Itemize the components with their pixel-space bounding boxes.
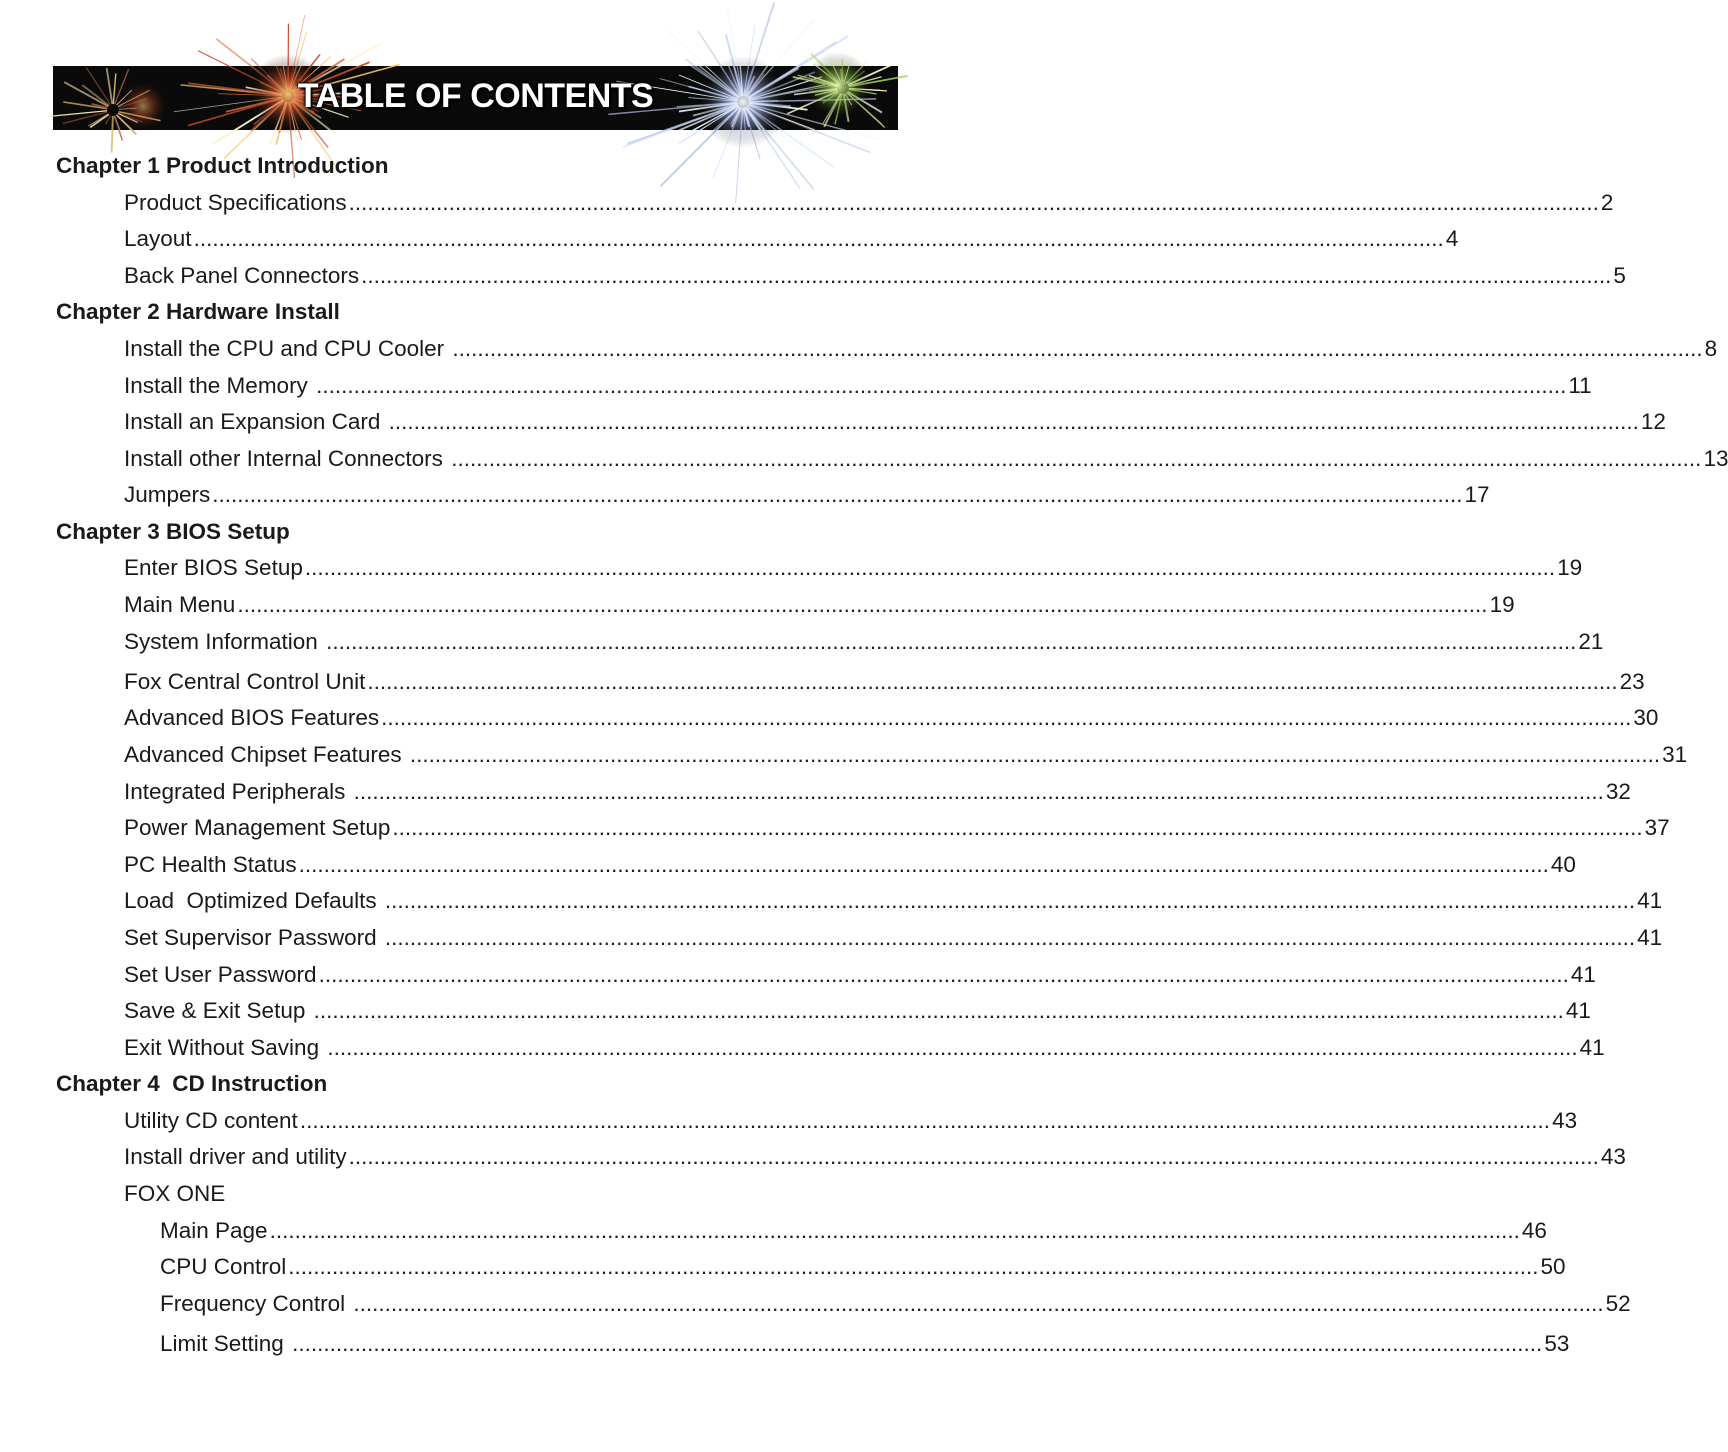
toc-entry[interactable]: [124, 225, 1459, 253]
toc-entry[interactable]: [124, 741, 1688, 769]
toc-page-number: 5: [1613, 263, 1626, 288]
dot-leader: ........................................................................................................................................................................................................: [298, 852, 1549, 877]
toc-chapter-heading: [56, 518, 831, 546]
toc-entry[interactable]: [124, 851, 1576, 879]
dot-leader: ........................................................................................................................................................................................................: [318, 962, 1569, 987]
toc-entry[interactable]: [124, 1143, 1626, 1171]
toc-entry-label: Limit Setting: [160, 1331, 291, 1356]
toc-entry[interactable]: [124, 189, 1614, 217]
toc-entry[interactable]: [124, 445, 1728, 473]
toc-page-number: 4: [1445, 226, 1459, 251]
toc-page-number: 21: [1578, 629, 1604, 654]
toc-entry-label: Integrated Peripherals: [124, 779, 352, 804]
toc-page-number: 2: [1600, 190, 1614, 215]
toc-entry-label: Install driver and utility: [124, 1144, 347, 1169]
toc-entry-label: FOX ONE: [124, 1181, 226, 1206]
dot-leader: ........................................................................................................................................................................................................: [388, 409, 1639, 434]
dot-leader: ........................................................................................................................................................................................................: [348, 1144, 1599, 1169]
toc-entry[interactable]: [124, 262, 1626, 290]
toc-entry[interactable]: [160, 1217, 1547, 1245]
toc-entry-label: Advanced BIOS Features: [124, 705, 380, 730]
toc-entry[interactable]: [124, 628, 1604, 656]
toc-page-number: 50: [1540, 1254, 1566, 1279]
dot-leader: ........................................................................................................................................................................................................: [212, 482, 1463, 507]
toc-page-number: 8: [1704, 336, 1718, 361]
toc-entry-label: Chapter 3 BIOS Setup: [56, 519, 290, 544]
toc-page-number: 19: [1489, 592, 1515, 617]
toc-entry[interactable]: [124, 335, 1718, 363]
toc-entry[interactable]: [160, 1253, 1566, 1281]
toc-entry[interactable]: [124, 408, 1666, 436]
toc-entry[interactable]: [124, 704, 1659, 732]
toc-entry-label: Set Supervisor Password: [124, 925, 383, 950]
toc-page-number: 30: [1633, 705, 1659, 730]
toc-entry-label: Install the Memory: [124, 373, 315, 398]
toc-entry-label: Fox Central Control Unit: [124, 669, 366, 694]
dot-leader: ........................................................................................................................................................................................................: [452, 336, 1703, 361]
dot-leader: ........................................................................................................................................................................................................: [361, 263, 1612, 288]
dot-leader: ........................................................................................................................................................................................................: [237, 592, 1488, 617]
toc-page-number: 40: [1550, 852, 1576, 877]
dot-leader: ........................................................................................................................................................................................................: [384, 925, 1636, 950]
toc-entry-label: Chapter 1 Product Introduction: [56, 153, 389, 178]
toc-entry-label: Enter BIOS Setup: [124, 555, 303, 580]
dot-leader: ........................................................................................................................................................................................................: [299, 1108, 1551, 1133]
dot-leader: ........................................................................................................................................................................................................: [193, 226, 1444, 251]
toc-entry-label: Install an Expansion Card: [124, 409, 387, 434]
toc-entry[interactable]: [124, 554, 1583, 582]
toc-entry-label: System Information: [124, 629, 325, 654]
dot-leader: ........................................................................................................................................................................................................: [381, 705, 1632, 730]
toc-page-number: 32: [1605, 779, 1631, 804]
toc-page-number: 19: [1557, 555, 1583, 580]
toc-page-number: 53: [1544, 1331, 1570, 1356]
toc-chapter-heading: [56, 152, 831, 180]
toc-chapter-heading: [56, 1070, 831, 1098]
toc-page-number: 41: [1579, 1035, 1605, 1060]
toc-page-number: 17: [1464, 482, 1490, 507]
dot-leader: ........................................................................................................................................................................................................: [316, 373, 1567, 398]
dot-leader: ........................................................................................................................................................................................................: [288, 1254, 1539, 1279]
toc-entry[interactable]: [124, 668, 1645, 696]
dot-leader: ........................................................................................................................................................................................................: [384, 888, 1636, 913]
toc-entry[interactable]: [124, 887, 1663, 915]
toc-entry-label: Layout: [124, 226, 192, 251]
toc-page-number: 41: [1565, 998, 1591, 1023]
dot-leader: ........................................................................................................................................................................................................: [326, 629, 1577, 654]
toc-entry-label: Set User Password: [124, 962, 317, 987]
toc-entry-label: Load Optimized Defaults: [124, 888, 383, 913]
toc-entry[interactable]: [124, 778, 1631, 806]
toc-entry-label: Main Page: [160, 1218, 268, 1243]
toc-entry-label: Product Specifications: [124, 190, 347, 215]
toc-entry-label: Advanced Chipset Features: [124, 742, 408, 767]
dot-leader: ........................................................................................................................................................................................................: [409, 742, 1661, 767]
dot-leader: ........................................................................................................................................................................................................: [353, 1291, 1604, 1316]
toc-page-number: 23: [1619, 669, 1645, 694]
toc-entry-label: Install the CPU and CPU Cooler: [124, 336, 451, 361]
dot-leader: ........................................................................................................................................................................................................: [327, 1035, 1578, 1060]
dot-leader: ........................................................................................................................................................................................................: [367, 669, 1618, 694]
toc-entry[interactable]: [160, 1290, 1631, 1318]
toc-page-number: 52: [1605, 1291, 1631, 1316]
toc-page-number: 43: [1600, 1144, 1626, 1169]
toc-entry-label: Chapter 2 Hardware Install: [56, 299, 340, 324]
toc-entry[interactable]: [124, 961, 1596, 989]
dot-leader: ........................................................................................................................................................................................................: [313, 998, 1564, 1023]
toc-page-number: 41: [1637, 925, 1663, 950]
toc-entry-label: Utility CD content: [124, 1108, 298, 1133]
toc-entry-label: Install other Internal Connectors: [124, 446, 450, 471]
dot-leader: ........................................................................................................................................................................................................: [269, 1218, 1520, 1243]
toc-entry[interactable]: [124, 372, 1592, 400]
toc-entry-label: Jumpers: [124, 482, 211, 507]
toc-entry-label: PC Health Status: [124, 852, 297, 877]
toc-entry[interactable]: [124, 814, 1670, 842]
dot-leader: ........................................................................................................................................................................................................: [451, 446, 1702, 471]
dot-leader: ........................................................................................................................................................................................................: [292, 1331, 1543, 1356]
dot-leader: ........................................................................................................................................................................................................: [353, 779, 1604, 804]
dot-leader: ........................................................................................................................................................................................................: [348, 190, 1599, 215]
toc-entry[interactable]: [160, 1330, 1570, 1358]
toc-entry-label: Exit Without Saving: [124, 1035, 326, 1060]
toc-entry[interactable]: [124, 481, 1490, 509]
toc-entry[interactable]: [124, 1107, 1578, 1135]
toc-page-number: 31: [1662, 742, 1688, 767]
toc-page-number: 46: [1521, 1218, 1547, 1243]
toc-entry[interactable]: [124, 924, 1663, 952]
dot-leader: ........................................................................................................................................................................................................: [304, 555, 1556, 580]
toc-page-number: 37: [1644, 815, 1670, 840]
toc-entry[interactable]: [124, 997, 1591, 1025]
toc-entry-label: Back Panel Connectors: [124, 263, 360, 288]
dot-leader: ........................................................................................................................................................................................................: [392, 815, 1643, 840]
toc-page-number: 41: [1637, 888, 1663, 913]
page-title: TABLE OF CONTENTS: [297, 77, 654, 115]
toc-entry-label: Power Management Setup: [124, 815, 391, 840]
toc-entry-label: Save & Exit Setup: [124, 998, 312, 1023]
title-banner: [53, 66, 898, 130]
toc-entry-label: CPU Control: [160, 1254, 287, 1279]
toc-entry[interactable]: [124, 1180, 831, 1208]
toc-page-number: 13: [1703, 446, 1728, 471]
toc-page-number: 41: [1570, 962, 1596, 987]
toc-chapter-heading: [56, 298, 831, 326]
toc-page-number: 43: [1552, 1108, 1578, 1133]
toc-page-number: 12: [1640, 409, 1666, 434]
toc-entry-label: Frequency Control: [160, 1291, 352, 1316]
toc-entry-label: Chapter 4 CD Instruction: [56, 1071, 328, 1096]
toc-entry[interactable]: [124, 1034, 1605, 1062]
toc-entry-label: Main Menu: [124, 592, 236, 617]
toc-page-number: 11: [1568, 373, 1592, 398]
toc-entry[interactable]: [124, 591, 1515, 619]
